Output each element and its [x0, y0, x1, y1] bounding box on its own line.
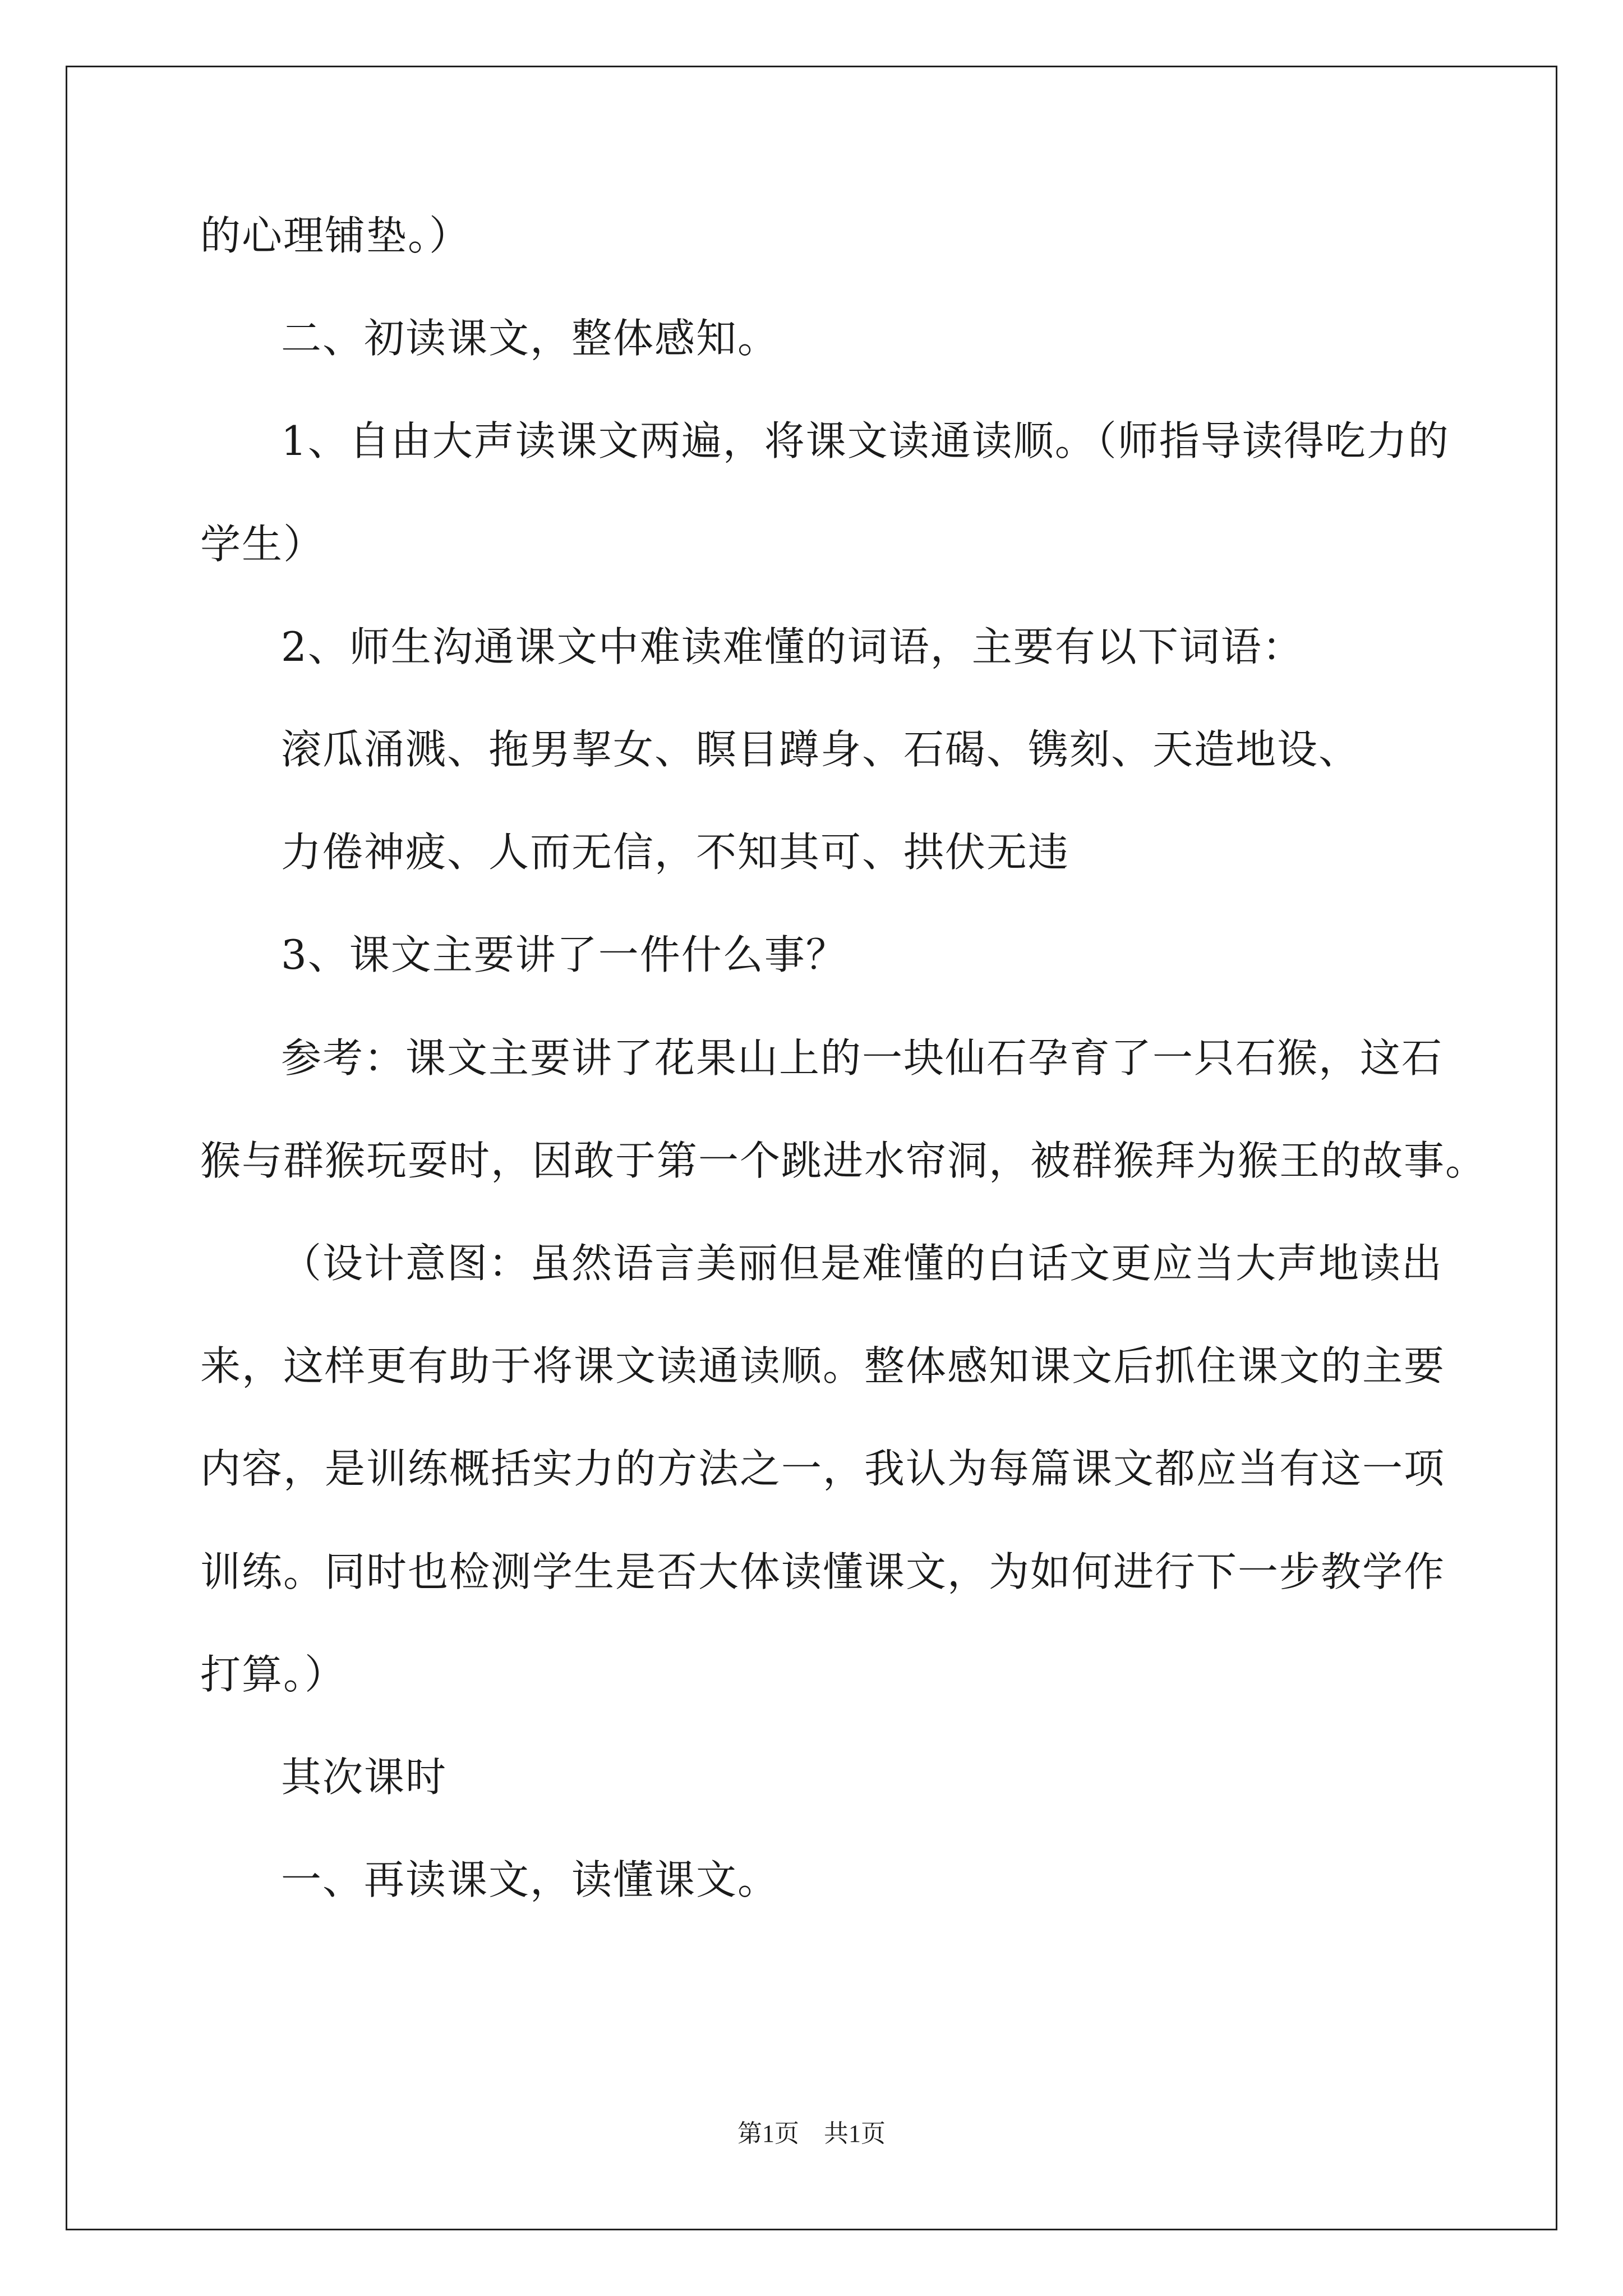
text-line: 内容，是训练概括实力的方法之一，我认为每篇课文都应当有这一项	[200, 1445, 1446, 1492]
text-line: 参考：课文主要讲了花果山上的一块仙石孕育了一只石猴，这石	[281, 1034, 1444, 1082]
section-heading: 二、初读课文，整体感知。	[281, 315, 780, 362]
text-line: 猴与群猴玩耍时，因敢于第一个跳进水帘洞，被群猴拜为猴王的故事。	[200, 1137, 1487, 1184]
text-line: 学生）	[200, 521, 325, 568]
section-heading: 一、再读课文，读懂课文。	[281, 1856, 780, 1903]
question-line: 3、课文主要讲了一件什么事？	[281, 931, 847, 978]
text-line: 2、师生沟通课文中难读难懂的词语，主要有以下词语：	[281, 623, 1304, 670]
text-line: （设计意图：虽然语言美丽但是难懂的白话文更应当大声地读出	[281, 1240, 1444, 1287]
text-line: 1、自由大声读课文两遍，将课文读通读顺。（师指导读得吃力的	[281, 417, 1450, 464]
vocabulary-line: 力倦神疲、人而无信，不知其可、拱伏无违	[281, 829, 1070, 876]
text-line: 的心理铺垫。）	[200, 212, 471, 259]
text-line: 打算。）	[200, 1651, 347, 1698]
page-number: 第1页 共1页	[737, 2120, 886, 2147]
section-heading: 其次课时	[281, 1754, 448, 1801]
vocabulary-line: 滚瓜涌溅、拖男挈女、瞑目蹲身、石碣、镌刻、天造地设、	[281, 726, 1361, 773]
text-line: 训练。同时也检测学生是否大体读懂课文，为如何进行下一步教学作	[200, 1548, 1446, 1595]
text-line: 来，这样更有助于将课文读通读顺。整体感知课文后抓住课文的主要	[200, 1342, 1446, 1389]
